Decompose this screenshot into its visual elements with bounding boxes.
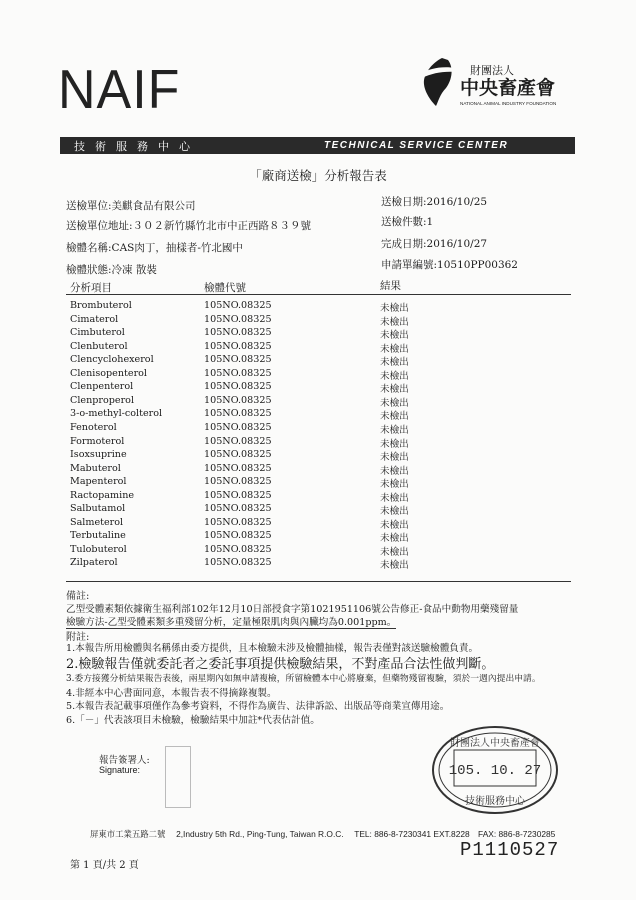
field-date: 送檢日期:2016/10/25 <box>381 196 488 208</box>
foundation-logo <box>412 52 582 112</box>
table-row: Isoxsuprine 105NO.08325 未檢出 <box>70 449 409 463</box>
table-row: Mabuterol 105NO.08325 未檢出 <box>70 463 409 477</box>
banner-cn-text: 技術服務中心 <box>74 139 200 153</box>
note-6: 6.「－」代表該項目未檢驗，檢驗結果中加註*代表估計值。 <box>66 715 320 726</box>
field-done-date: 完成日期:2016/10/27 <box>381 238 488 250</box>
note-4: 4.非經本中心書面同意，本報告表不得摘錄複製。 <box>66 688 277 699</box>
seal-top-text: 財團法人中央畜產會 <box>450 738 540 749</box>
table-row: Clenbuterol 105NO.08325 未檢出 <box>70 341 409 355</box>
remarks-label: 備註: <box>66 591 90 602</box>
field-count: 送檢件數:1 <box>381 216 434 228</box>
remarks-line-2: 檢驗方法-乙型受體素類多重殘留分析，定量極限肌肉與內臟均為0.001ppm。 <box>66 614 396 629</box>
table-header-rule <box>66 294 571 295</box>
table-row: 3-o-methyl-colterol 105NO.08325 未檢出 <box>70 408 409 422</box>
table-row: Clenisopenterol 105NO.08325 未檢出 <box>70 368 409 382</box>
seal-date-text: 105. 10. 27 <box>448 763 542 779</box>
table-row: Ractopamine 105NO.08325 未檢出 <box>70 490 409 504</box>
col-header-code: 檢體代號 <box>204 282 246 294</box>
report-title: 「廠商送檢」分析報告表 <box>249 168 387 183</box>
org-en-text: NATIONAL ANIMAL INDUSTRY FOUNDATION <box>460 101 557 106</box>
table-bottom-rule <box>66 581 571 582</box>
footer-address: 屏東市工業五路二號 2,Industry 5th Rd., Ping-Tung, Taiwan R.O.C. TEL: 886-8-7230341 EXT.8228 FAX: 886-8-7230285 <box>90 829 556 839</box>
seal-bottom-text: 技術服務中心 <box>465 796 525 807</box>
table-row: Terbutaline 105NO.08325 未檢出 <box>70 530 409 544</box>
table-row: Cimaterol 105NO.08325 未檢出 <box>70 314 409 328</box>
table-row: Formoterol 105NO.08325 未檢出 <box>70 436 409 450</box>
note-5: 5.本報告表記載事項僅作為參考資料，不得作為廣告、法律訴訟、出版品等商業宣傳用途。 <box>66 701 450 712</box>
table-row: Zilpaterol 105NO.08325 未檢出 <box>70 557 409 571</box>
table-row: Salbutamol 105NO.08325 未檢出 <box>70 503 409 517</box>
field-unit: 送檢單位:美麒食品有限公司 <box>66 200 196 212</box>
table-row: Clenproperol 105NO.08325 未檢出 <box>70 395 409 409</box>
table-row: Clenpenterol 105NO.08325 未檢出 <box>70 381 409 395</box>
table-row: Salmeterol 105NO.08325 未檢出 <box>70 517 409 531</box>
remarks-line-1: 乙型受體素類依據衛生福利部102年12月10日部授食字第1021951106號公告修正-食品中動物用藥殘留量 <box>66 604 519 615</box>
notes-label: 附註: <box>66 632 90 643</box>
note-3: 3.委方接獲分析結果報告表後，兩星期內如無申請複檢，所留檢體本中心將廢棄，但藥物殘留複驗，須於一週內提出申請。 <box>66 674 541 684</box>
official-seal <box>430 724 560 816</box>
col-header-item: 分析項目 <box>70 282 112 294</box>
field-app-no: 申請單編號:10510PP00362 <box>381 259 518 271</box>
table-row: Brombuterol 105NO.08325 未檢出 <box>70 300 409 314</box>
field-state: 檢體狀態:冷凍 散裝 <box>66 264 157 276</box>
signature-label-cn: 報告簽署人: <box>99 755 150 766</box>
banner-en-text: TECHNICAL SERVICE CENTER <box>324 140 509 151</box>
service-banner <box>60 137 575 154</box>
org-small-text: 財團法人 <box>470 64 514 77</box>
table-row: Fenoterol 105NO.08325 未檢出 <box>70 422 409 436</box>
field-sample: 檢體名稱:CAS肉丁，抽樣者-竹北國中 <box>66 242 243 254</box>
signature-label-en: Signature: <box>99 765 141 775</box>
field-address: 送檢單位地址:３０２新竹縣竹北市中正西路８３９號 <box>66 220 312 232</box>
page-number: 第 1 頁/共 2 頁 <box>70 860 139 871</box>
table-row: Mapenterol 105NO.08325 未檢出 <box>70 476 409 490</box>
brand-logo-text: NAIF <box>58 59 181 121</box>
table-row: Cimbuterol 105NO.08325 未檢出 <box>70 327 409 341</box>
serial-number: P1110527 <box>460 839 560 861</box>
table-row: Tulobuterol 105NO.08325 未檢出 <box>70 544 409 558</box>
note-1: 1.本報告所用檢體與名稱係由委方提供，且本檢驗未涉及檢體抽樣，報告表僅對該送驗檢體負責。 <box>66 643 479 654</box>
table-row: Clencyclohexerol 105NO.08325 未檢出 <box>70 354 409 368</box>
org-big-text: 中央畜產會 <box>460 77 556 99</box>
taiwan-map-icon <box>424 58 452 106</box>
col-header-result: 結果 <box>380 280 401 292</box>
note-2: 2.檢驗報告僅就委託者之委託事項提供檢驗結果，不對產品合法性做判斷。 <box>66 657 495 672</box>
signature-stamp <box>165 746 191 808</box>
